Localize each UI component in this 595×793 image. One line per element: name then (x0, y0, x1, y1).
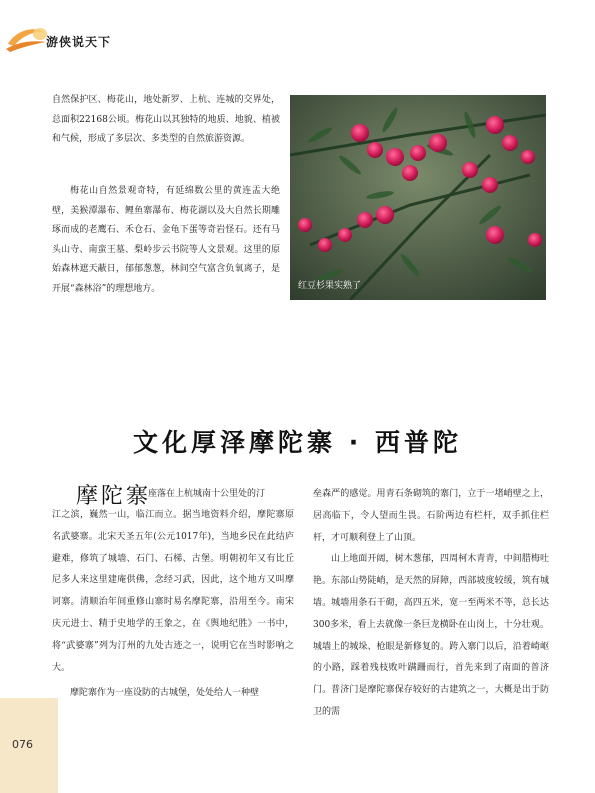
article-lead-title: 摩陀寨 (76, 484, 152, 509)
article-right-paragraph-1: 垒森严的感觉。用青石条砌筑的寨门，立于一堵峭壁之上，居高临下，令人望而生畏。石阶两边有栏杆，双手抓住栏杆，才可顺利登上了山顶。 (313, 489, 549, 543)
article-left-column (52, 505, 294, 705)
page-number: 076 (12, 738, 33, 751)
article-left-paragraph-2: 摩陀寨作为一座设防的古城堡，处处给人一种壁 (70, 688, 260, 699)
section-title: 文化厚泽摩陀寨 · 西普陀 (133, 428, 462, 457)
header-logo (4, 22, 48, 56)
article-right-paragraph-2: 山上地面开阔，树木葱郁，四周柯木青青，中间腊梅吐艳。东部山势陡峭，是天然的屏障，西部坡度较缓，筑有城墙。城墙用条石干砌，高四五米，宽一至两米不等，总长达300多米，看上去就像一条巨龙横卧在山岗上，十分壮观。城墙上的城垛、枪眼是新修复的。跨入寨门以后，沿着崎岖的小路，踩着残枝败叶蹒跚而行，首先来到了南面的普济门。普济门是摩陀寨保存较好的古建筑之一，大概是出于防卫的需 (313, 554, 549, 717)
header-title: 游侠说天下 (46, 35, 112, 49)
article-right-column (313, 484, 549, 724)
photo-caption: 红豆杉果实熟了 (298, 281, 362, 291)
article-left-paragraph-1: 江之滨，巍然一山，临江而立。据当地资料介绍，摩陀寨原名武婆寨。北宋天圣五年(公元1017年)，当地乡民在此结庐避难，修筑了城墙、石门、石梯、古堡。明朝初年又有比丘尼多人来这里建庵供佛，念经习武，因此，这个地方又叫摩诃寨。清顺治年间重修山寨时易名摩陀寨，沿用至今。南宋庆元进士、精于史地学的王象之，在《舆地纪胜》一书中，将“武婆寨”列为汀州的九处古迹之一，说明它在当时影响之大。 (52, 510, 294, 673)
article-lead-run: 座落在上杭城南十公里处的汀 (148, 489, 266, 499)
yew-berries-photo (290, 95, 546, 300)
intro-paragraph-2: 梅花山自然景观奇特，有延绵数公里的黄连盂大绝壁，美猴潭瀑布、鲤鱼寨瀑布、梅花湖以及大自然长期雕琢而成的老鹰石、禾仓石、金龟下蛋等奇岩怪石。还有马头山寺、南蛮王墓、梨岭步云书院等人文景观。这里的原始森林遮天蔽日，郁郁葱葱，林间空气富含负氧离子，是开展“森林浴”的理想地方。 (52, 186, 280, 294)
intro-paragraph-1: 自然保护区、梅花山，地处新罗、上杭、连城的交界处，总面积22168公顷。梅花山以其独特的地质、地貌、植被和气候，形成了多层次、多类型的自然旅游资源。 (52, 95, 280, 144)
